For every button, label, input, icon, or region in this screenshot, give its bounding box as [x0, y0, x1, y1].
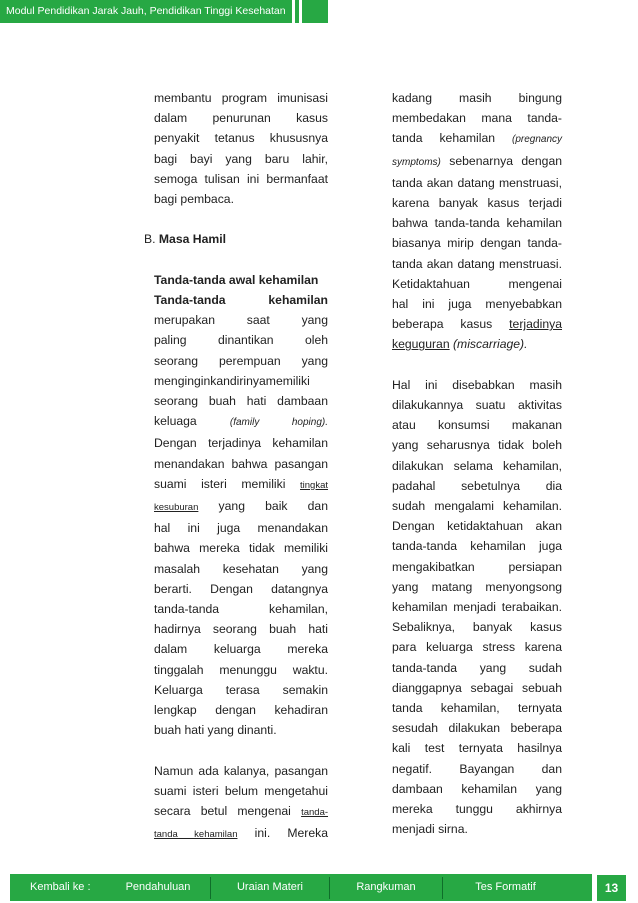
text-line: membedakan mana tanda-	[392, 111, 562, 126]
text-line: yang seharusnya tidak boleh	[392, 438, 562, 453]
text-line: tanda akan datang menstruasi.	[392, 256, 562, 271]
text-fragment: beberapa kasus	[392, 317, 493, 332]
text-line: semoga tulisan ini bermanfaat	[154, 171, 328, 186]
nav-uraian-materi[interactable]: Uraian Materi	[236, 881, 304, 893]
subsection-title: Tanda-tanda awal kehamilan	[154, 272, 319, 287]
text-line: padahal sebetulnya dia	[392, 478, 562, 493]
text-line: Sebaliknya, banyak kasus	[392, 620, 562, 635]
italic-term: (miscarriage).	[453, 337, 528, 352]
text-fragment: secara betul mengenai	[154, 804, 291, 819]
text-line: bagi pembaca.	[154, 192, 234, 207]
text-line: negatif. Bayangan dan	[392, 761, 562, 776]
text-line: atau konsumsi makanan	[392, 418, 562, 433]
text-line: menjadi sirna.	[392, 822, 468, 837]
text-line: seorang perempuan yang	[154, 353, 328, 368]
text-line: paling dinantikan oleh	[154, 333, 328, 348]
text-line: bahwa mereka tidak memiliki	[154, 541, 328, 556]
text-line: kehamilan menjadi terabaikan.	[392, 600, 562, 615]
text-line: mengakibatkan persiapan	[392, 559, 562, 574]
text-line: para keluarga stress karena	[392, 640, 562, 655]
text-line: mereka tunggu akhirnya	[392, 802, 562, 817]
text-line: kali test ternyata hasilnya	[392, 741, 562, 756]
italic-term: (pregnancy	[511, 134, 563, 146]
text-fragment: yang baik dan	[218, 499, 328, 514]
text-line: bagi bayi yang baru lahir,	[154, 151, 328, 166]
text-line: Dengan ketidaktahuan akan	[392, 519, 562, 534]
text-line: merupakan saat yang	[154, 313, 328, 328]
text-line: tanda kehamilan, ternyata	[392, 701, 562, 716]
header-tab-block	[302, 0, 328, 23]
left-column	[144, 88, 329, 845]
text-line: dilakukan selama kehamilan,	[392, 458, 562, 473]
text-line: sudah mengalami kehamilan.	[392, 499, 562, 514]
text-line: Ketidaktahuan mengenai	[392, 276, 562, 291]
text-line: dianggapnya sebagai sebuah	[392, 680, 562, 695]
text-line	[154, 411, 328, 433]
text-line	[154, 496, 328, 518]
text-line: suami isteri belum mengetahui	[154, 783, 328, 798]
underlined-term: terjadinya	[509, 317, 563, 332]
text-fragment: suami isteri memiliki	[154, 476, 286, 491]
text-line: masalah kesehatan yang	[154, 561, 328, 576]
text-line: dalam penurunan kasus	[154, 111, 328, 126]
text-line: hadirnya seorang buah hati	[154, 622, 328, 637]
section-number: B.	[144, 232, 156, 247]
text-line: penyakit tetanus khususnya	[154, 131, 328, 146]
text-line	[154, 823, 328, 845]
text-line: Dengan terjadinya kehamilan	[154, 436, 328, 451]
footer-nav	[10, 875, 592, 901]
text-line	[392, 314, 562, 334]
text-line: tanda-tanda kehamilan juga	[392, 539, 562, 554]
page-header	[0, 0, 292, 23]
text-line: tanda-tanda yang sudah	[392, 660, 562, 675]
text-line: Namun ada kalanya, pasangan	[154, 763, 328, 778]
text-line	[392, 334, 562, 354]
text-line: sesudah dilakukan beberapa	[392, 721, 562, 736]
text-line: biasanya mirip dengan tanda-	[392, 236, 562, 251]
italic-term: symptoms)	[392, 156, 441, 168]
section-title: Masa Hamil	[158, 232, 226, 247]
nav-tes-formatif[interactable]: Tes Formatif	[475, 881, 536, 893]
header-title: Modul Pendidikan Jarak Jauh, Pendidikan Tinggi Kesehatan	[6, 5, 286, 17]
text-line: Tanda-tanda kehamilan	[154, 293, 328, 307]
text-line: dambaan kehamilan yang	[392, 781, 562, 796]
text-line: menginginkandirinyamemiliki	[154, 373, 310, 388]
text-line: hal ini juga menyebabkan	[392, 297, 562, 312]
underlined-term: tanda kehamilan	[154, 829, 238, 841]
text-line: tanda-tanda kehamilan,	[154, 602, 328, 617]
underlined-term: keguguran	[392, 337, 450, 352]
text-line: dilakukannya suatu aktivitas	[392, 398, 562, 413]
text-line: menandakan bahwa pasangan	[154, 456, 328, 471]
text-line: membantu program imunisasi	[154, 91, 328, 105]
underlined-term: tanda-	[301, 807, 329, 819]
text-line: dalam keluarga mereka	[154, 642, 328, 657]
text-line: lengkap dengan kehadiran	[154, 703, 328, 718]
text-line: seorang buah hati dambaan	[154, 394, 328, 409]
text-line: hal ini juga menandakan	[154, 521, 328, 536]
header-tab-divider	[295, 0, 299, 23]
text-line: tinggalah menunggu waktu.	[154, 662, 328, 677]
section-heading	[144, 229, 328, 249]
text-line: kadang masih bingung	[392, 91, 562, 105]
text-line	[154, 474, 328, 496]
back-label: Kembali ke :	[30, 881, 91, 893]
word: keluaga	[154, 414, 197, 429]
italic-term: (family hoping).	[229, 417, 329, 429]
nav-rangkuman[interactable]: Rangkuman	[356, 881, 416, 893]
text-line: berarti. Dengan datangnya	[154, 581, 328, 596]
right-column	[392, 88, 562, 840]
text-line: Hal ini disebabkan masih	[392, 377, 562, 392]
text-line: tanda akan datang menstruasi,	[392, 175, 562, 190]
text-line: karena banyak kasus terjadi	[392, 196, 562, 211]
text-line	[154, 801, 328, 823]
text-fragment: sebenarnya dengan	[449, 153, 563, 168]
text-line: bahwa tanda-tanda kehamilan	[392, 216, 562, 231]
text-line	[392, 128, 562, 150]
text-fragment: ini. Mereka	[254, 826, 329, 841]
nav-pendahuluan[interactable]: Pendahuluan	[125, 881, 191, 893]
text-line	[392, 151, 562, 173]
underlined-term: kesuburan	[154, 502, 199, 514]
underlined-term: tingkat	[300, 479, 329, 491]
text-line: buah hati yang dinanti.	[154, 723, 277, 738]
text-fragment: tanda kehamilan	[392, 131, 496, 146]
text-line: Keluarga terasa semakin	[154, 682, 328, 697]
text-line: yang matang menyongsong	[392, 579, 562, 594]
page-number: 13	[597, 875, 626, 901]
